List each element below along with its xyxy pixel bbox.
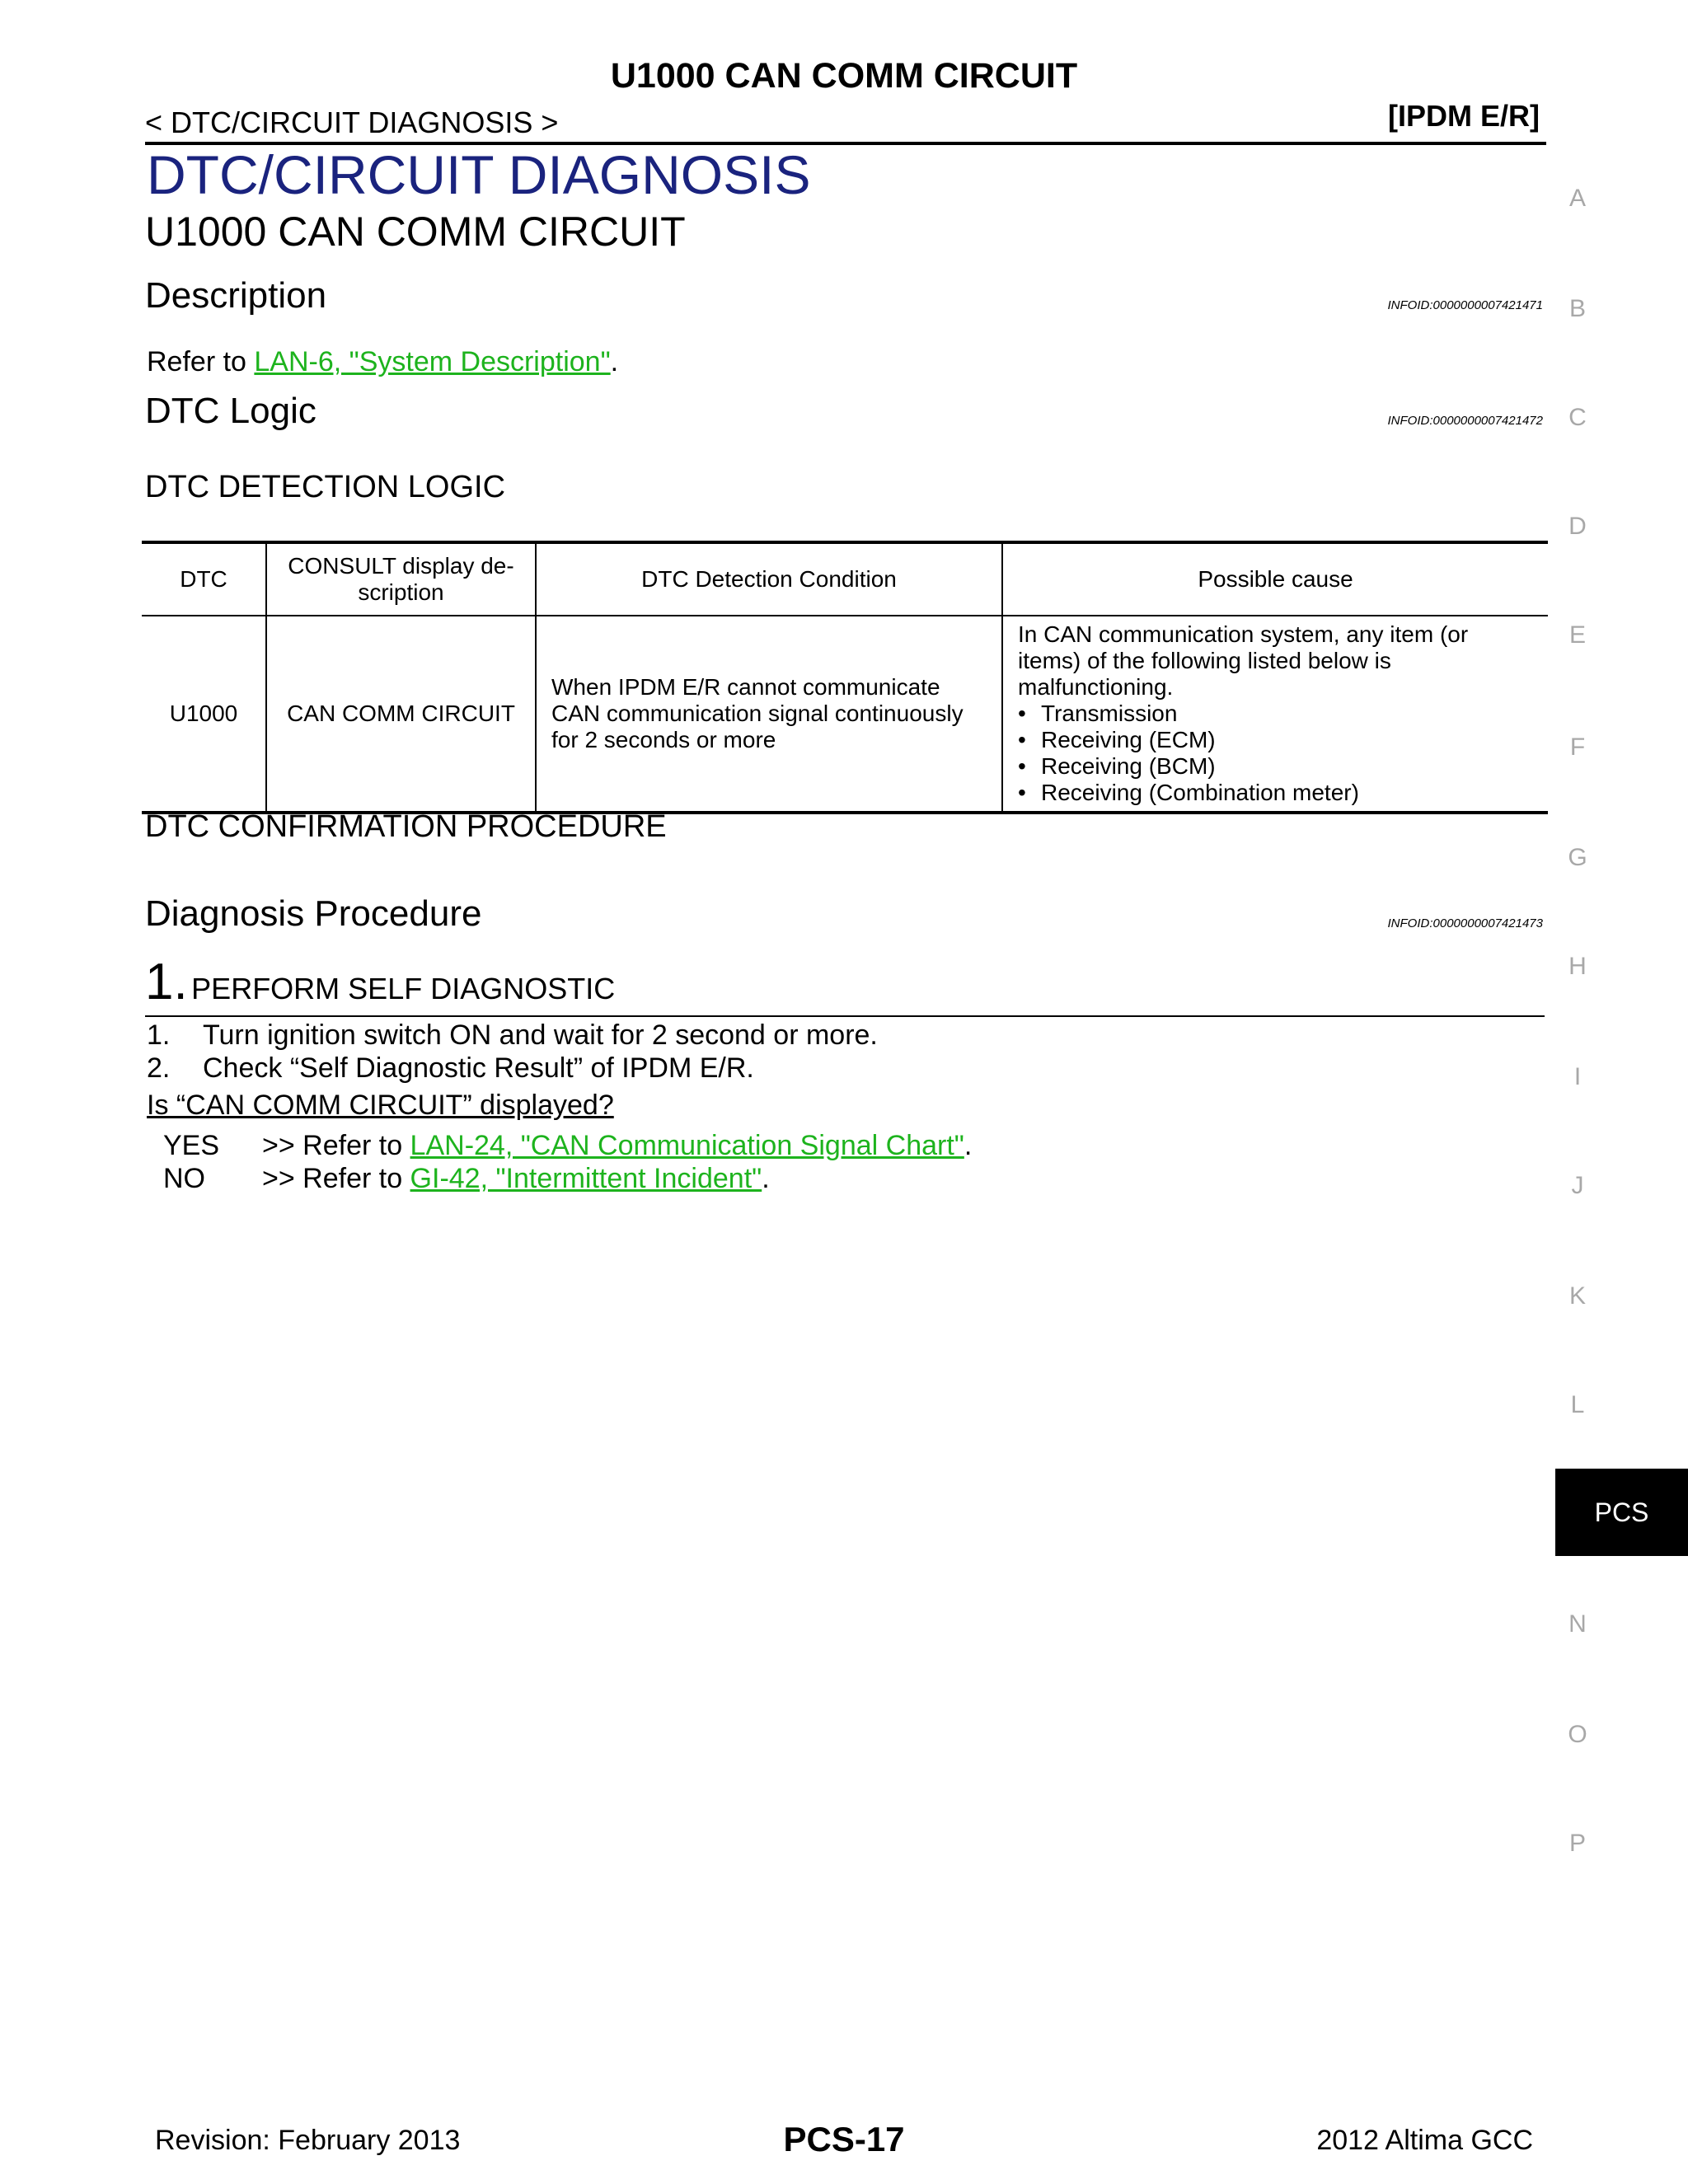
dtc-detection-table <box>142 541 1548 814</box>
description-text <box>147 346 618 378</box>
list-item <box>147 1019 878 1052</box>
dtc-logic-infoid: INFOID:0000000007421472 <box>1387 414 1543 428</box>
list-item <box>147 1052 878 1085</box>
cell-dtc-code: U1000 <box>142 616 266 813</box>
answer-list <box>163 1129 972 1195</box>
side-index-j[interactable]: J <box>1571 1172 1584 1199</box>
cause-list <box>1018 701 1533 806</box>
side-index-g[interactable]: G <box>1568 844 1587 871</box>
link-lan-24-can-signal-chart[interactable]: LAN-24, "CAN Communication Signal Chart" <box>410 1130 964 1161</box>
step-label: PERFORM SELF DIAGNOSTIC <box>191 972 616 1005</box>
footer-page-number: PCS-17 <box>783 2120 905 2158</box>
answer-suffix: . <box>762 1163 770 1194</box>
side-index-c[interactable]: C <box>1568 404 1587 431</box>
side-index-a[interactable]: A <box>1568 185 1586 212</box>
header-possible-cause: Possible cause <box>1002 542 1548 616</box>
cell-possible-cause <box>1002 616 1548 813</box>
link-gi-42-intermittent-incident[interactable]: GI-42, "Intermittent Incident" <box>410 1163 762 1194</box>
dtc-detection-logic-title: DTC DETECTION LOGIC <box>145 470 506 504</box>
side-index-l[interactable]: L <box>1570 1391 1585 1418</box>
side-index-i[interactable]: I <box>1573 1063 1582 1090</box>
answer-suffix: . <box>964 1130 973 1161</box>
step-text: Check “Self Diagnostic Result” of IPDM E/R. <box>203 1052 754 1084</box>
header-detection-condition: DTC Detection Condition <box>536 542 1002 616</box>
side-index-f[interactable]: F <box>1569 733 1586 761</box>
footer-model: 2012 Altima GCC <box>1316 2125 1533 2156</box>
step-index: 2. <box>147 1052 171 1084</box>
list-item: • Receiving (Combination meter) <box>1018 780 1533 806</box>
cell-detection-condition: When IPDM E/R cannot communicate CAN communication signal continuously for 2 seconds or more <box>536 616 1002 813</box>
page-title: U1000 CAN COMM CIRCUIT <box>610 56 1078 96</box>
side-index-o[interactable]: O <box>1568 1721 1587 1748</box>
main-heading: DTC/CIRCUIT DIAGNOSIS <box>147 144 811 205</box>
procedure-steps <box>147 1019 878 1085</box>
answer-prefix: >> Refer to <box>262 1163 410 1194</box>
answer-no <box>163 1162 972 1195</box>
step-number: 1. <box>145 954 188 1010</box>
diagnosis-question: Is “CAN COMM CIRCUIT” displayed? <box>147 1090 614 1121</box>
diagnosis-title: Diagnosis Procedure <box>145 893 482 934</box>
link-lan-6-system-description[interactable]: LAN-6, "System Description" <box>254 346 611 377</box>
description-infoid: INFOID:0000000007421471 <box>1387 298 1543 312</box>
side-index-n[interactable]: N <box>1568 1610 1587 1638</box>
side-index-pcs-active[interactable]: PCS <box>1555 1469 1688 1556</box>
description-title: Description <box>145 275 327 316</box>
header-dtc: DTC <box>142 542 266 616</box>
side-index-e[interactable]: E <box>1568 621 1586 649</box>
answer-key: YES <box>163 1130 220 1161</box>
footer-revision: Revision: February 2013 <box>155 2125 461 2156</box>
list-item: • Receiving (BCM) <box>1018 753 1533 780</box>
table-header-row <box>142 542 1548 616</box>
answer-yes <box>163 1129 972 1162</box>
module-tag: [IPDM E/R] <box>1388 99 1540 133</box>
dtc-confirmation-title: DTC CONFIRMATION PROCEDURE <box>145 809 667 844</box>
dtc-logic-title: DTC Logic <box>145 391 316 431</box>
answer-key: NO <box>163 1163 205 1194</box>
description-prefix: Refer to <box>147 346 255 377</box>
breadcrumb: < DTC/CIRCUIT DIAGNOSIS > <box>145 105 559 139</box>
diagnosis-infoid: INFOID:0000000007421473 <box>1387 916 1543 930</box>
step-text: Turn ignition switch ON and wait for 2 second or more. <box>203 1019 878 1051</box>
header-consult-display: CONSULT display de- scription <box>266 542 536 616</box>
side-index-h[interactable]: H <box>1568 953 1587 980</box>
side-index-d[interactable]: D <box>1568 513 1587 540</box>
description-suffix: . <box>610 346 619 377</box>
table-row <box>142 616 1548 813</box>
side-index-p[interactable]: P <box>1568 1830 1586 1857</box>
cell-consult-display: CAN COMM CIRCUIT <box>266 616 536 813</box>
list-item: • Transmission <box>1018 701 1533 727</box>
step-heading <box>145 953 615 1011</box>
side-index-k[interactable]: K <box>1568 1282 1586 1310</box>
step-divider <box>145 1015 1545 1017</box>
answer-prefix: >> Refer to <box>262 1130 410 1161</box>
cause-intro: In CAN communication system, any item (or items) of the following listed below is malfunctioning. <box>1018 621 1469 700</box>
list-item: • Receiving (ECM) <box>1018 727 1533 753</box>
side-index-b[interactable]: B <box>1568 295 1586 322</box>
step-index: 1. <box>147 1019 171 1051</box>
sub-heading: U1000 CAN COMM CIRCUIT <box>145 209 686 255</box>
